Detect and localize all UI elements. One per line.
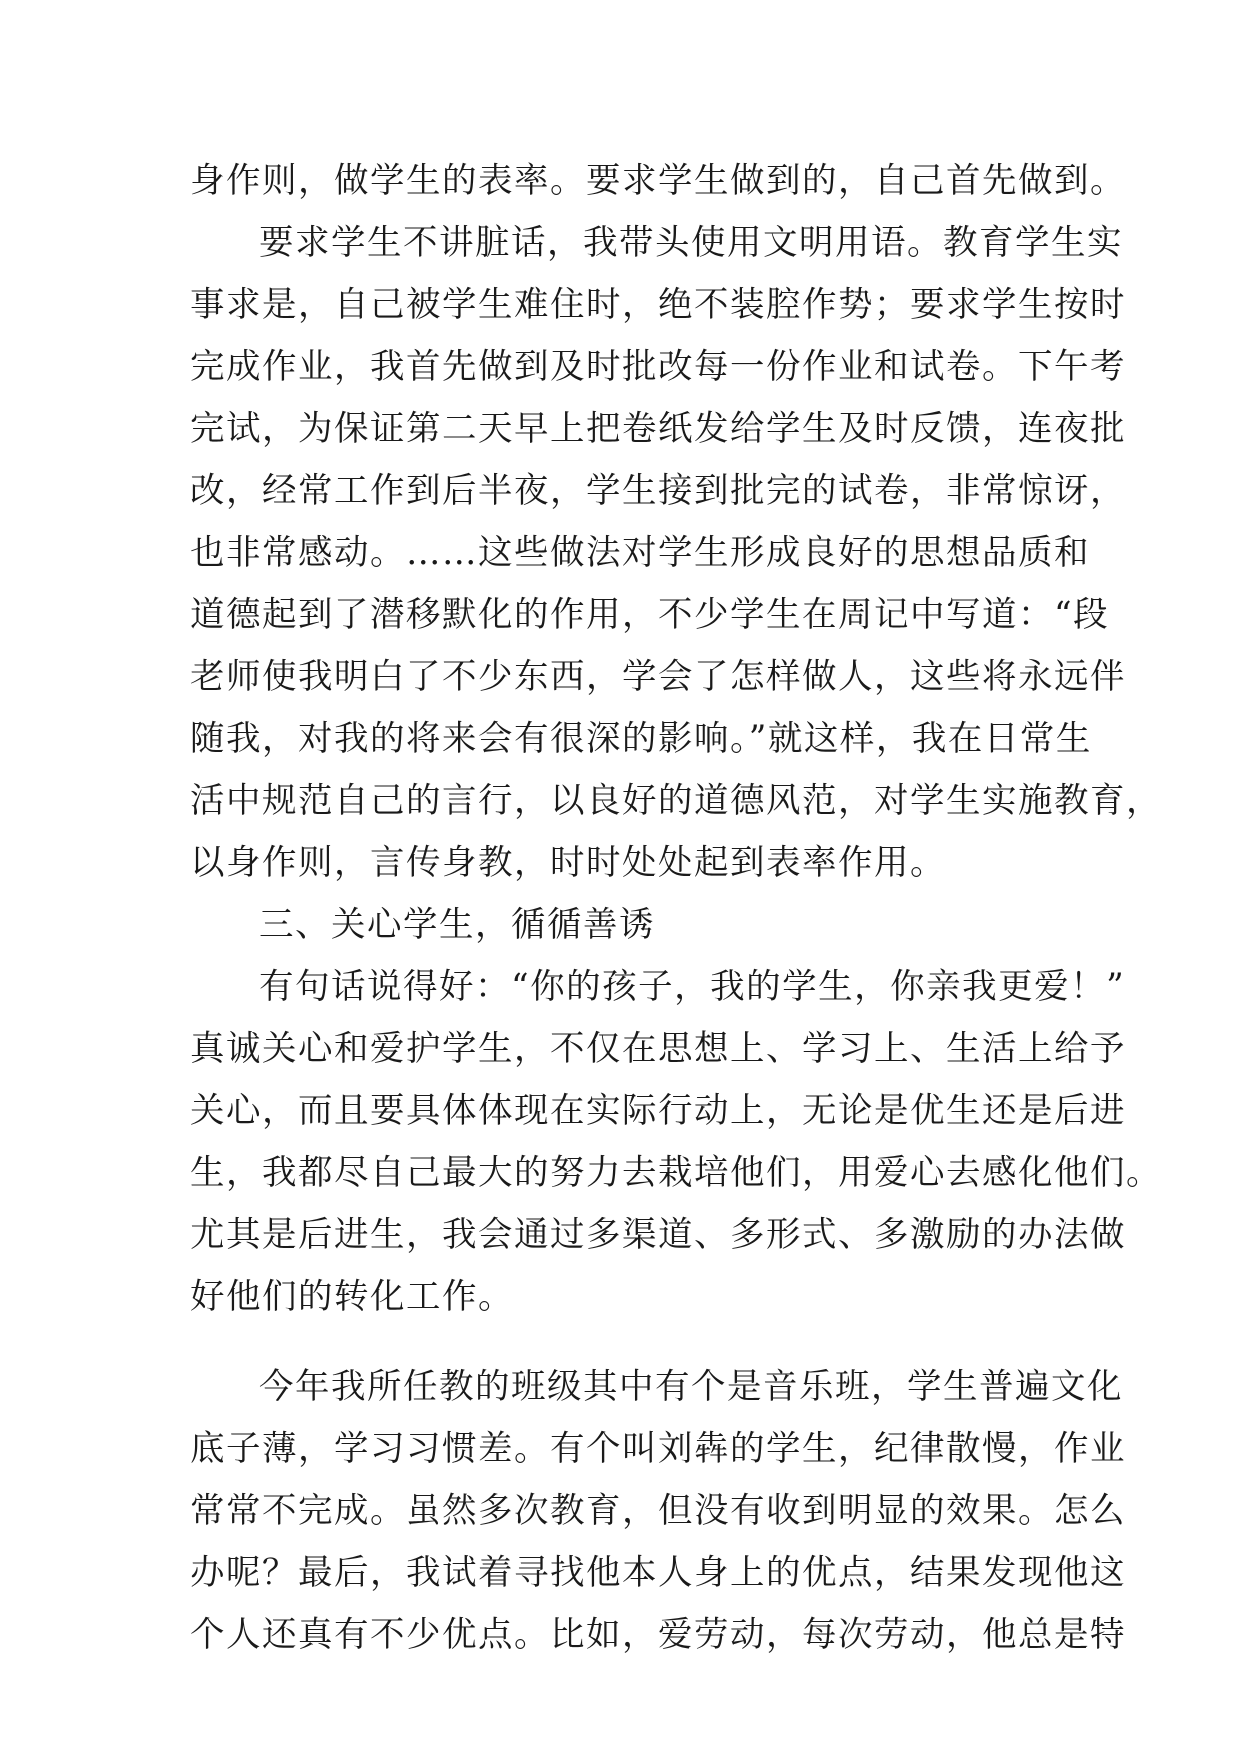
text-line: 也非常感动。……这些做法对学生形成良好的思想品质和 xyxy=(190,533,1090,573)
document-body xyxy=(190,150,1162,1666)
text-line: 底子薄，学习习惯差。有个叫刘犇的学生，纪律散慢，作业 xyxy=(190,1429,1126,1469)
text-line: 生，我都尽自己最大的努力去栽培他们，用爱心去感化他们。 xyxy=(190,1153,1162,1193)
text-line: 完试，为保证第二天早上把卷纸发给学生及时反馈，连夜批 xyxy=(190,409,1126,449)
text-line: 常常不完成。虽然多次教育，但没有收到明显的效果。怎么 xyxy=(190,1491,1126,1531)
text-line: 关心，而且要具体体现在实际行动上，无论是优生还是后进 xyxy=(190,1091,1126,1131)
text-line: 事求是，自己被学生难住时，绝不装腔作势；要求学生按时 xyxy=(190,285,1126,325)
paragraph-first-line: 要求学生不讲脏话，我带头使用文明用语。教育学生实 xyxy=(259,223,1123,263)
text-line: 老师使我明白了不少东西，学会了怎样做人，这些将永远伴 xyxy=(190,657,1126,697)
text-line: 完成作业，我首先做到及时批改每一份作业和试卷。下午考 xyxy=(190,347,1126,387)
text-line: 活中规范自己的言行，以良好的道德风范，对学生实施教育， xyxy=(190,781,1162,821)
paragraph-first-line: 今年我所任教的班级其中有个是音乐班，学生普遍文化 xyxy=(259,1367,1123,1407)
paragraph-first-line: 有句话说得好：“你的孩子，我的学生，你亲我更爱！” xyxy=(259,967,1126,1007)
text-line: 好他们的转化工作。 xyxy=(190,1277,514,1317)
section-heading: 三、关心学生，循循善诱 xyxy=(259,905,655,945)
text-line: 改，经常工作到后半夜，学生接到批完的试卷，非常惊讶， xyxy=(190,471,1126,511)
text-line: 办呢？最后，我试着寻找他本人身上的优点，结果发现他这 xyxy=(190,1553,1126,1593)
text-line: 以身作则，言传身教，时时处处起到表率作用。 xyxy=(190,843,946,883)
text-line: 随我，对我的将来会有很深的影响。”就这样，我在日常生 xyxy=(190,719,1092,759)
text-line: 个人还真有不少优点。比如，爱劳动，每次劳动，他总是特 xyxy=(190,1615,1126,1655)
text-line: 道德起到了潜移默化的作用，不少学生在周记中写道：“段 xyxy=(190,595,1110,635)
text-line: 尤其是后进生，我会通过多渠道、多形式、多激励的办法做 xyxy=(190,1215,1126,1255)
paragraph-gap xyxy=(190,1328,1070,1356)
text-line: 身作则，做学生的表率。要求学生做到的，自己首先做到。 xyxy=(190,161,1126,201)
text-line: 真诚关心和爱护学生，不仅在思想上、学习上、生活上给予 xyxy=(190,1029,1126,1069)
